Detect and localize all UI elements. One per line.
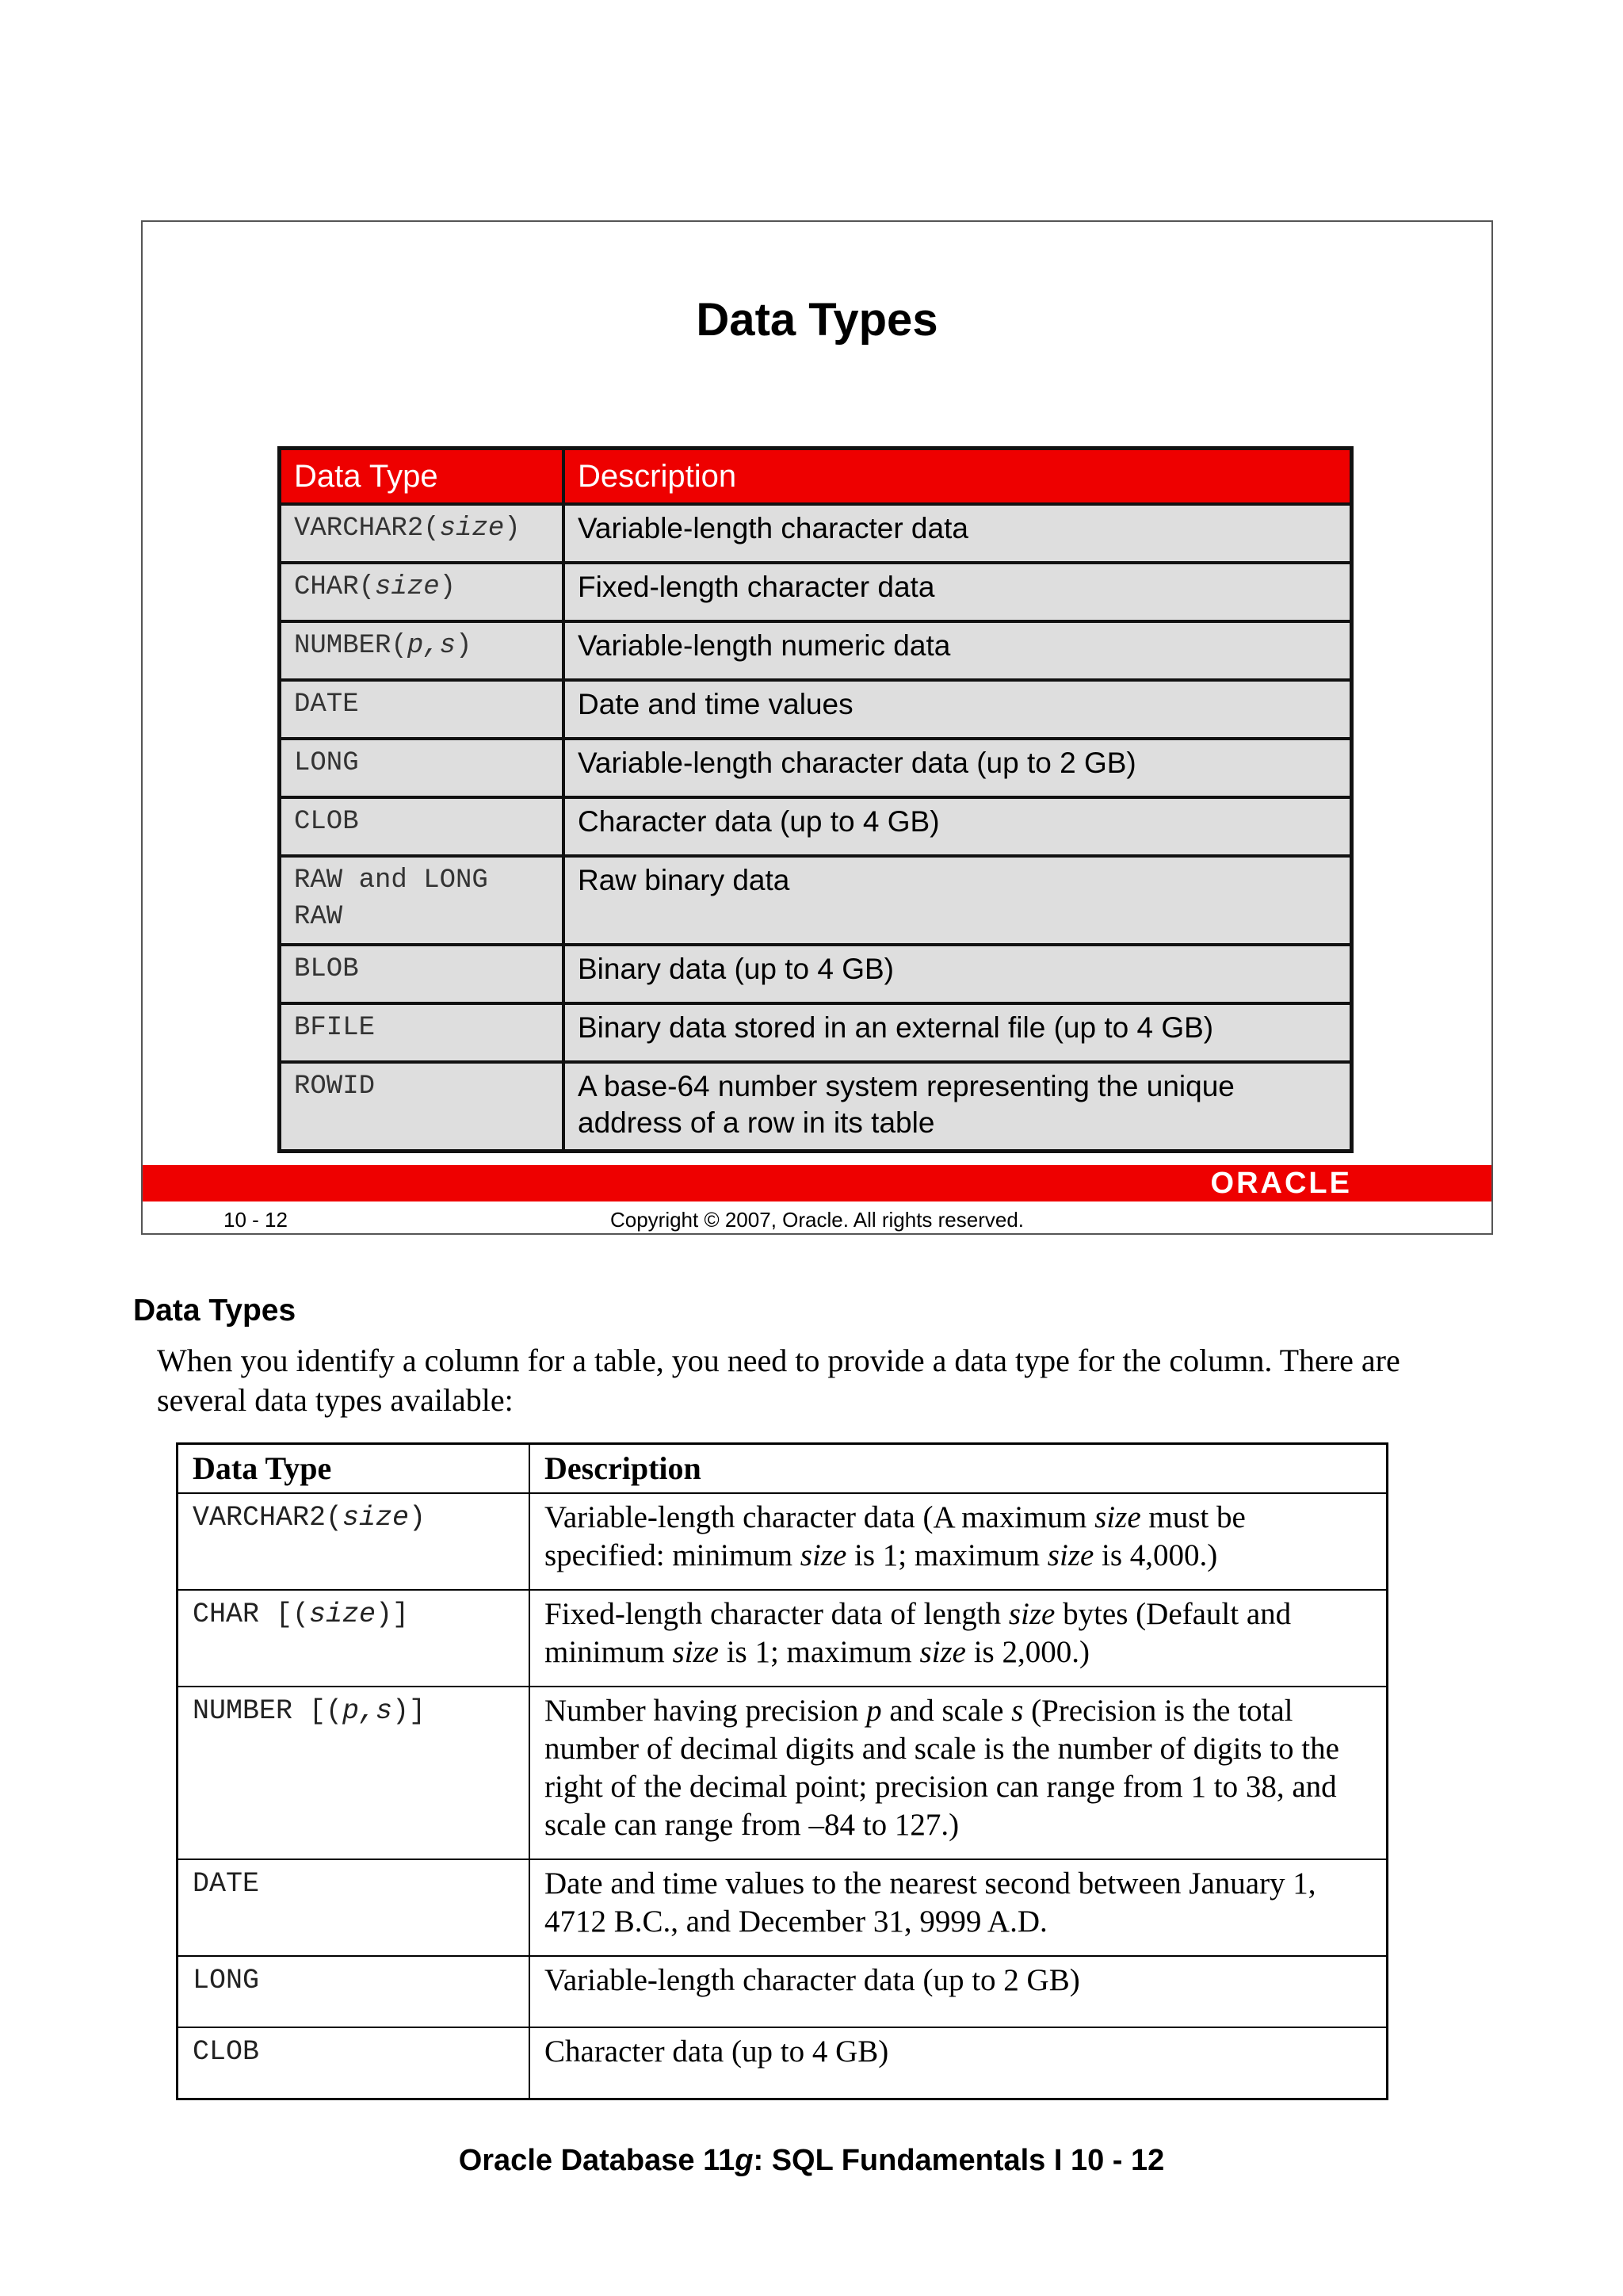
table-row (178, 1956, 1388, 2027)
type-cell: BFILE (280, 1003, 564, 1062)
desc-cell: Fixed-length character data of length size bytes (Default and minimum size is 1; maximum size is 2,000.) (529, 1590, 1388, 1687)
type-cell: NUMBER [(p,s)] (178, 1687, 530, 1859)
oracle-logo: ORACLE (1210, 1167, 1352, 1200)
desc-cell: Binary data stored in an external file (up to 4 GB) (563, 1003, 1352, 1062)
desc-cell: A base-64 number system representing the unique address of a row in its table (563, 1062, 1352, 1152)
table-row (280, 680, 1352, 739)
desc-cell: Binary data (up to 4 GB) (563, 945, 1352, 1003)
table-row (280, 1062, 1352, 1152)
table-row (280, 739, 1352, 797)
slide-data-types-table (277, 446, 1354, 1153)
table-row (280, 1003, 1352, 1062)
desc-cell: Variable-length character data (563, 504, 1352, 563)
header-description: Description (563, 449, 1352, 505)
type-cell: BLOB (280, 945, 564, 1003)
page-footer: Oracle Database 11g: SQL Fundamentals I 10 - 12 (458, 2144, 1165, 2177)
notes-data-types-table (176, 1442, 1388, 2100)
table-row (178, 2027, 1388, 2099)
type-cell: NUMBER(p,s) (280, 621, 564, 680)
desc-cell: Variable-length character data (A maximum size must be specified: minimum size is 1; maximum size is 4,000.) (529, 1493, 1388, 1590)
table-row (178, 1859, 1388, 1956)
desc-cell: Character data (up to 4 GB) (529, 2027, 1388, 2099)
slide-title: Data Types (696, 294, 938, 346)
type-cell: CLOB (280, 797, 564, 856)
table-header-row (280, 449, 1352, 505)
desc-cell: Date and time values (563, 680, 1352, 739)
desc-cell: Date and time values to the nearest second between January 1, 4712 B.C., and December 31, 9999 A.D. (529, 1859, 1388, 1956)
desc-cell: Variable-length character data (up to 2 GB) (529, 1956, 1388, 2027)
header-data-type: Data Type (280, 449, 564, 505)
notes-heading: Data Types (133, 1293, 296, 1328)
table-row (178, 1687, 1388, 1859)
desc-cell: Raw binary data (563, 856, 1352, 945)
desc-cell: Character data (up to 4 GB) (563, 797, 1352, 856)
type-cell: LONG (178, 1956, 530, 2027)
header-description: Description (529, 1444, 1388, 1494)
desc-cell: Number having precision p and scale s (Precision is the total number of decimal digits and scale is the number of digits to the right of the decimal point; precision can range from 1 to 38, and scale can range from –84 to 127.) (529, 1687, 1388, 1859)
table-row (280, 504, 1352, 563)
type-cell: CLOB (178, 2027, 530, 2099)
table-row (280, 797, 1352, 856)
desc-cell: Variable-length character data (up to 2 GB) (563, 739, 1352, 797)
type-cell: DATE (178, 1859, 530, 1956)
table-row (280, 856, 1352, 945)
type-cell: CHAR(size) (280, 563, 564, 621)
desc-cell: Variable-length numeric data (563, 621, 1352, 680)
slide-frame (141, 220, 1493, 1235)
type-cell: VARCHAR2(size) (178, 1493, 530, 1590)
header-data-type: Data Type (178, 1444, 530, 1494)
type-cell: VARCHAR2(size) (280, 504, 564, 563)
type-cell: DATE (280, 680, 564, 739)
slide-number: 10 - 12 (223, 1208, 288, 1232)
type-cell: LONG (280, 739, 564, 797)
notes-intro: When you identify a column for a table, you need to provide a data type for the column. There are several data types available: (157, 1343, 1400, 1418)
table-row (280, 945, 1352, 1003)
type-cell: RAW and LONG RAW (280, 856, 564, 945)
type-cell: CHAR [(size)] (178, 1590, 530, 1687)
table-row (178, 1493, 1388, 1590)
type-cell: ROWID (280, 1062, 564, 1152)
table-row (178, 1590, 1388, 1687)
table-row (280, 621, 1352, 680)
slide-copyright: Copyright © 2007, Oracle. All rights reserved. (609, 1208, 1025, 1232)
desc-cell: Fixed-length character data (563, 563, 1352, 621)
table-row (280, 563, 1352, 621)
table-header-row (178, 1444, 1388, 1494)
